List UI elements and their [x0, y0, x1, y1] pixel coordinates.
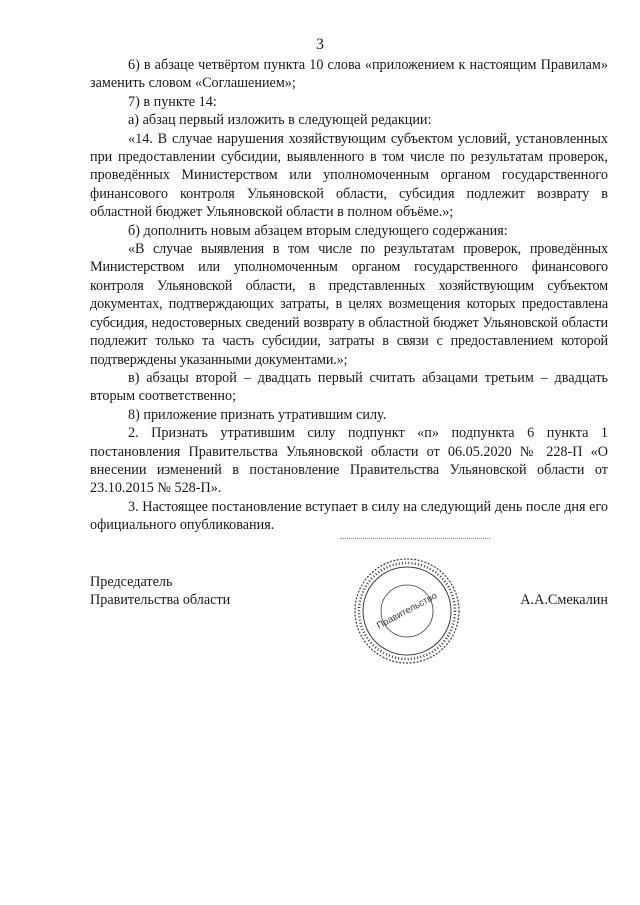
official-seal [352, 556, 462, 666]
position-line-2: Правительства области [90, 592, 231, 609]
stamp-center-text: Правительство [374, 590, 440, 632]
paragraph-subitem-b: б) дополнить новым абзацем вторым следующего содержания: [128, 222, 508, 239]
page-number: 3 [316, 36, 324, 53]
paragraph-item-8: 8) приложение признать утратившим силу. [128, 406, 387, 423]
signatory-position [90, 573, 230, 610]
paragraph-clause-2: 2. Признать утратившим силу подпункт «п» подпункта 6 пункта 1 постановления Правительства Ульяновской области от 06.05.2020 № 228-П «О внесении изменений в постановление Правительства Ульяновской области от 23.10.2015 № 528-П». [90, 425, 608, 497]
paragraph-item-6: 6) в абзаце четвёртом пункта 10 слова «приложением к настоящим Правилам» заменить словом «Соглашением»; [90, 57, 608, 92]
document-body [90, 56, 608, 535]
position-line-1: Председатель [90, 574, 173, 590]
paragraph-quote-new: «В случае выявления в том числе по результатам проверок, проведённых Министерством или уполномоченным органом государственного финансового контроля Ульяновской области, в представленных хозяйствующим субъектом документах, подтверждающих затраты, в целях возмещения которых предоставлена субсидия, недостоверных сведений возврату в областной бюджет Ульяновской области подлежит только та часть субсидии, затраты в связи с предоставлением которой подтверждены указанными документами.»; [90, 241, 608, 368]
paragraph-item-7: 7) в пункте 14: [128, 93, 217, 110]
paragraph-subitem-v: в) абзацы второй – двадцать первый считать абзацами третьим – двадцать вторым соответственно; [90, 369, 608, 405]
paragraph-subitem-a: а) абзац первый изложить в следующей редакции: [128, 112, 432, 129]
paragraph-quote-14: «14. В случае нарушения хозяйствующим субъектом условий, установленных при предоставлении субсидии, выявленного в том числе по результатам проверок, проведённых Министерством или уполномоченным органом государственного финансового контроля Ульяновской области, субсидия подлежит возврату в областной бюджет Ульяновской области в полном объёме.»; [90, 130, 608, 221]
signature-line [340, 538, 490, 539]
paragraph-clause-3: 3. Настоящее постановление вступает в силу на следующий день после дня его официального опубликования. [90, 498, 608, 534]
signatory-name: А.А.Смекалин [520, 592, 608, 608]
